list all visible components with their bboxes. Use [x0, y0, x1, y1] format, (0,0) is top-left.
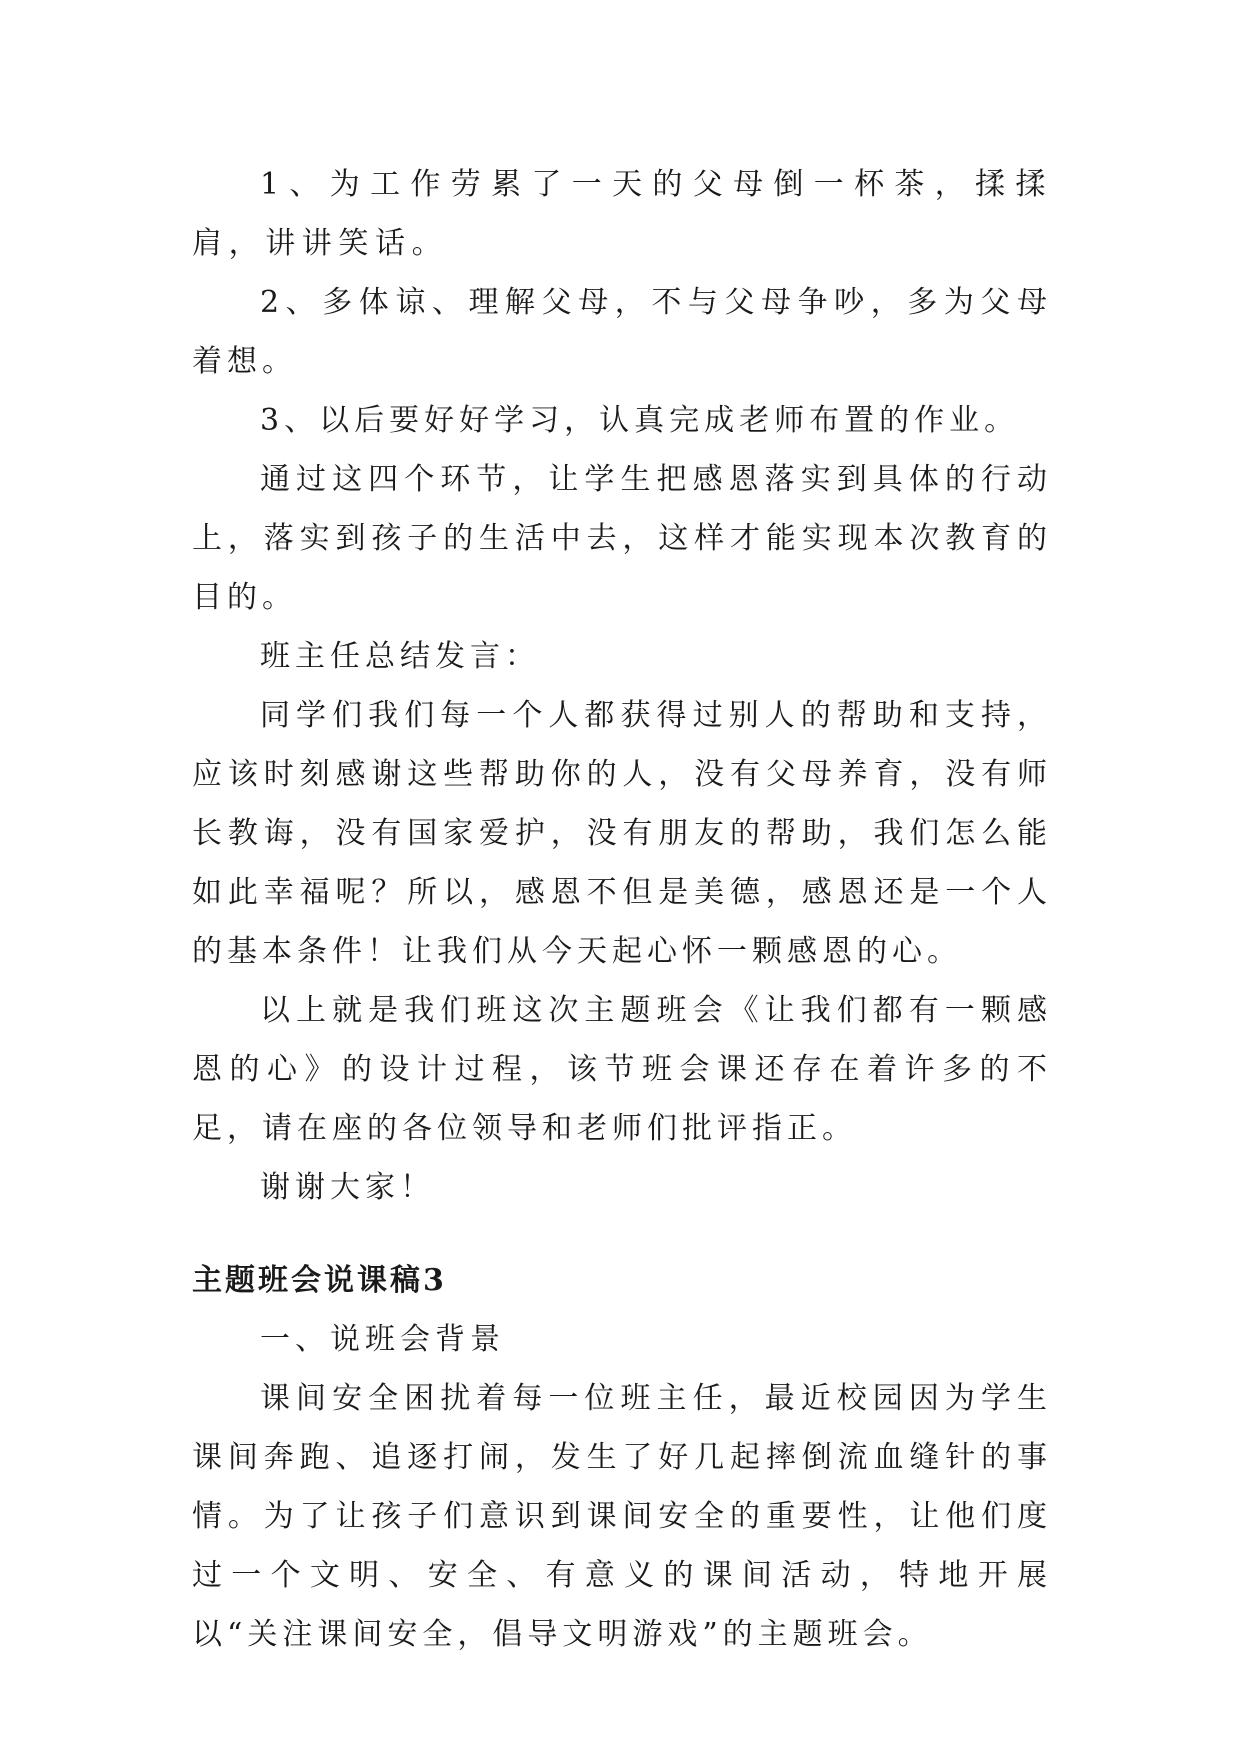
- paragraph-action-1: 1、为工作劳累了一天的父母倒一杯茶，揉揉肩，讲讲笑话。: [192, 167, 1052, 261]
- paragraph-teacher-speech: 同学们我们每一个人都获得过别人的帮助和支持，应该时刻感谢这些帮助你的人，没有父母养育，没有师长教诲，没有国家爱护，没有朋友的帮助，我们怎么能如此幸福呢？所以，感恩不但是美德，感恩还是一个人的基本条件！让我们从今天起心怀一颗感恩的心。: [192, 698, 1052, 969]
- paragraph-summary: 通过这四个环节，让学生把感恩落实到具体的行动上，落实到孩子的生活中去，这样才能实现本次教育的目的。: [192, 462, 1052, 615]
- paragraph-conclusion: 以上就是我们班这次主题班会《让我们都有一颗感恩的心》的设计过程，该节班会课还存在着许多的不足，请在座的各位领导和老师们批评指正。: [192, 993, 1052, 1146]
- paragraph-thanks: 谢谢大家！: [260, 1170, 435, 1205]
- document-page: [192, 155, 1052, 1664]
- paragraph-action-2: 2、多体谅、理解父母，不与父母争吵，多为父母着想。: [192, 285, 1052, 379]
- paragraph-background: 课间安全困扰着每一位班主任，最近校园因为学生课间奔跑、追逐打闹，发生了好几起摔倒流血缝针的事情。为了让孩子们意识到课间安全的重要性，让他们度过一个文明、安全、有意义的课间活动，特地开展以“关注课间安全，倡导文明游戏”的主题班会。: [192, 1381, 1052, 1652]
- paragraph-subheading: 一、说班会背景: [260, 1322, 505, 1357]
- section-heading: 主题班会说课稿3: [192, 1263, 447, 1298]
- paragraph-teacher-speech-label: 班主任总结发言：: [260, 639, 540, 674]
- paragraph-action-3: 3、以后要好好学习，认真完成老师布置的作业。: [260, 403, 1020, 438]
